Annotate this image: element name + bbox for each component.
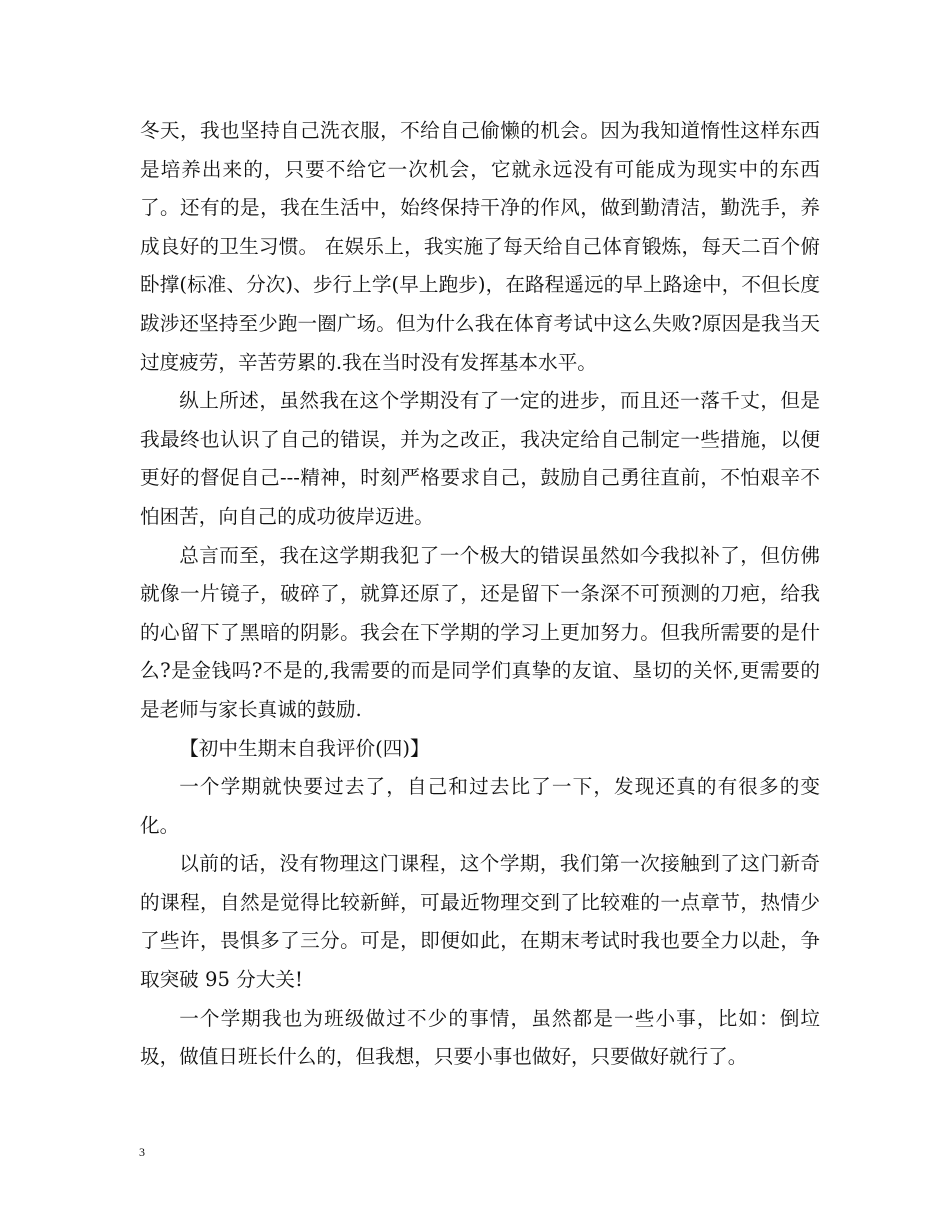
paragraph-4: 一个学期就快要过去了，自己和过去比了一下，发现还真的有很多的变化。: [140, 775, 820, 837]
body-text: [140, 112, 820, 1077]
paragraph-5: 以前的话，没有物理这门课程，这个学期，我们第一次接触到了这门新奇的课程，自然是觉得比较新鲜，可最近物理交到了比较难的一点章节，热情少了些许，畏惧多了三分。可是，即便如此，在期末考试时我也要全力以赴，争取突破 95 分大关!: [140, 852, 820, 992]
paragraph-2: 纵上所述，虽然我在这个学期没有了一定的进步，而且还一落千丈，但是我最终也认识了自己的错误，并为之改正，我决定给自己制定一些措施，以便更好的督促自己---精神，时刻严格要求自己，鼓励自己勇往直前，不怕艰辛不怕困苦，向自己的成功彼岸迈进。: [140, 389, 820, 528]
section-heading: 【初中生期末自我评价(四)】: [179, 736, 430, 760]
paragraph-6: 一个学期我也为班级做过不少的事情，虽然都是一些小事，比如：倒垃圾，做值日班长什么的，但我想，只要小事也做好，只要做好就行了。: [140, 1006, 820, 1069]
paragraph-3: 总言而至，我在这学期我犯了一个极大的错误虽然如今我拟补了，但仿佛就像一片镜子，破碎了，就算还原了，还是留下一条深不可预测的刀疤，给我的心留下了黑暗的阴影。我会在下学期的学习上更加努力。但我所需要的是什么?是金钱吗?不是的,我需要的而是同学们真挚的友谊、垦切的关怀,更需要的是老师与家长真诚的鼓励.: [140, 543, 820, 721]
page-number: 3: [139, 1145, 145, 1159]
paragraph-1: 冬天，我也坚持自己洗衣服，不给自己偷懒的机会。因为我知道惰性这样东西是培养出来的，只要不给它一次机会，它就永远没有可能成为现实中的东西了。还有的是，我在生活中，始终保持干净的作风，做到勤清洁，勤洗手，养成良好的卫生习惯。 在娱乐上，我实施了每天给自己体育锻炼，每天二百个俯卧撑(标准、分次)、步行上学(早上跑步)，在路程遥远的早上路途中，不但长度跋涉还坚持至少跑一圈广场。但为什么我在体育考试中这么失败?原因是我当天过度疲劳，辛苦劳累的.我在当时没有发挥基本水平。: [140, 119, 820, 374]
